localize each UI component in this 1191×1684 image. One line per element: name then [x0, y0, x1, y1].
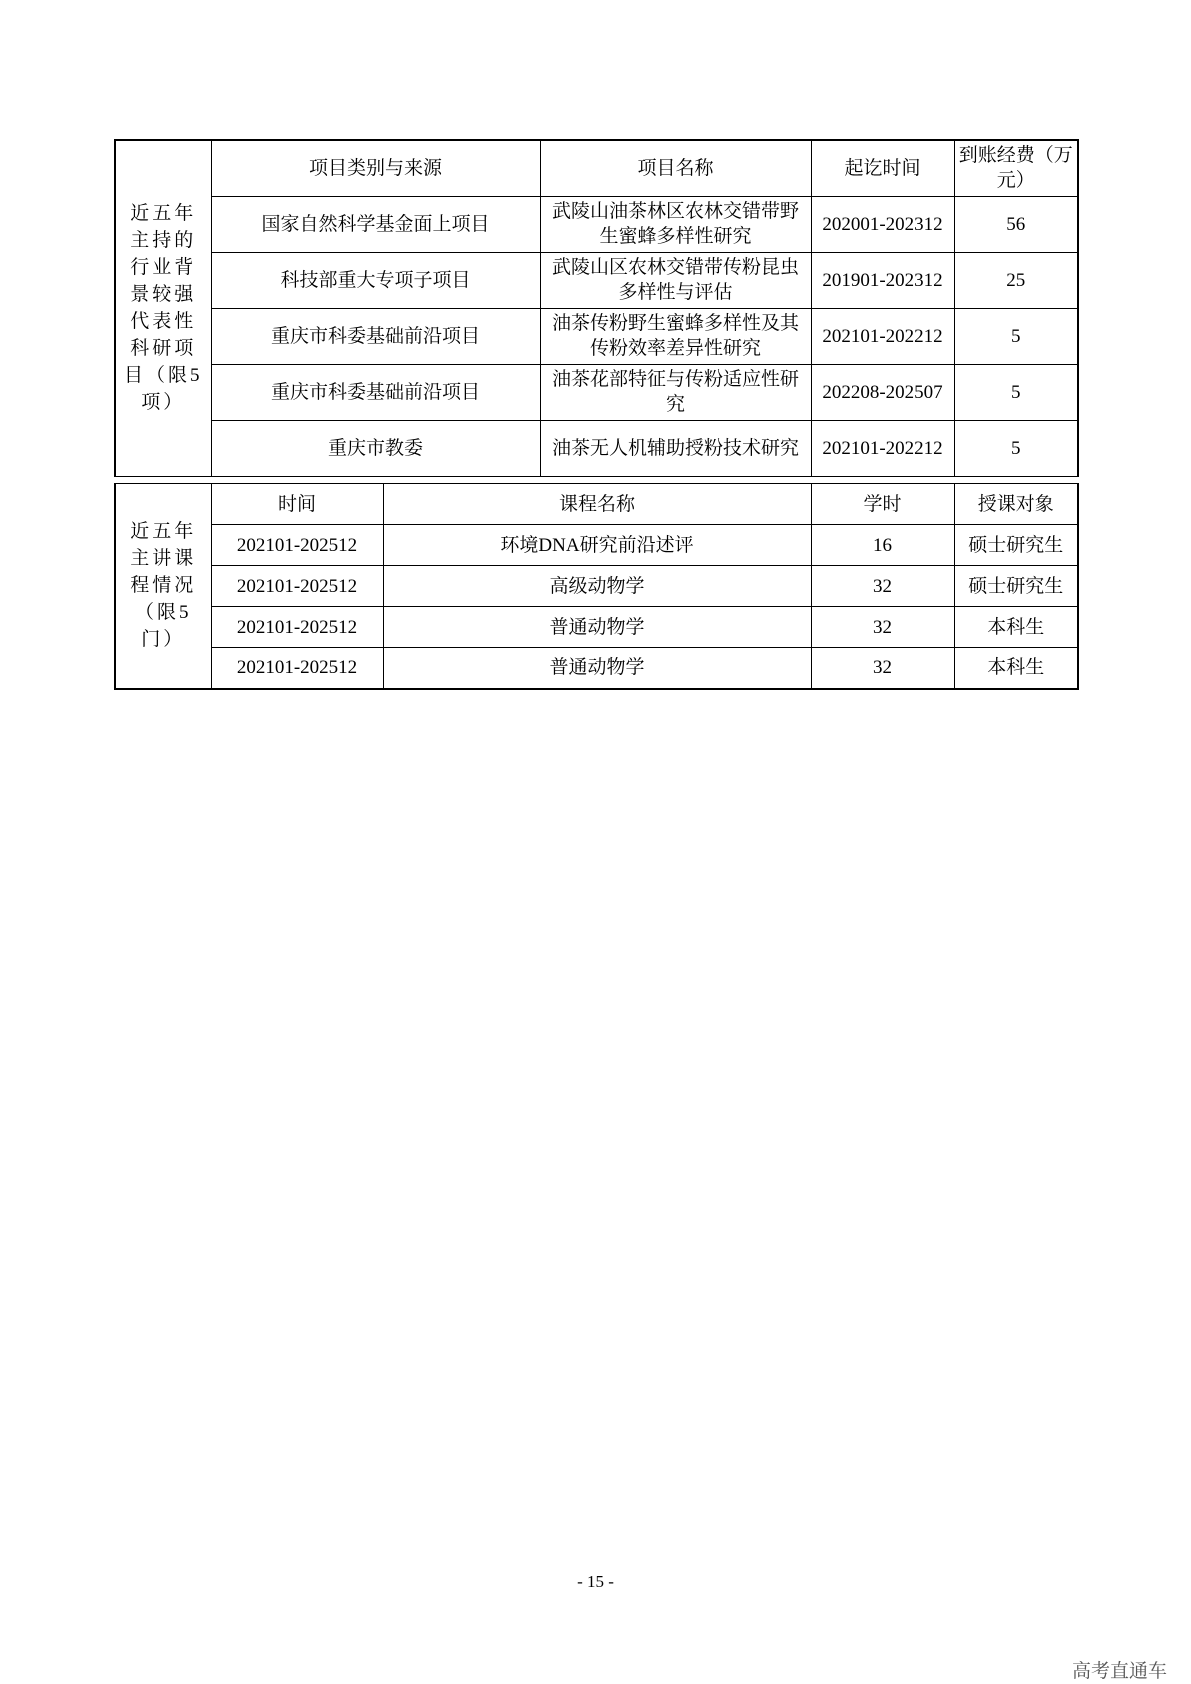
header-course-time: 时间: [211, 484, 383, 525]
course-audience: 硕士研究生: [954, 525, 1078, 566]
project-period: 202101-202212: [811, 420, 954, 476]
project-funding: 25: [954, 252, 1078, 308]
courses-table: [114, 483, 1079, 690]
course-hours: 16: [811, 525, 954, 566]
course-audience: 本科生: [954, 648, 1078, 689]
projects-header-row: [115, 140, 1078, 196]
project-category: 国家自然科学基金面上项目: [211, 196, 540, 252]
header-project-period: 起讫时间: [811, 140, 954, 196]
project-funding: 5: [954, 420, 1078, 476]
project-period: 201901-202312: [811, 252, 954, 308]
page-number: - 15 -: [577, 1572, 614, 1591]
course-time: 202101-202512: [211, 648, 383, 689]
header-project-category: 项目类别与来源: [211, 140, 540, 196]
course-time: 202101-202512: [211, 525, 383, 566]
course-name: 环境DNA研究前沿述评: [383, 525, 811, 566]
project-period: 202001-202312: [811, 196, 954, 252]
course-row: [115, 648, 1078, 689]
project-period: 202208-202507: [811, 364, 954, 420]
project-name: 油茶传粉野生蜜蜂多样性及其传粉效率差异性研究: [540, 308, 811, 364]
project-row: [115, 364, 1078, 420]
project-funding: 56: [954, 196, 1078, 252]
project-row: [115, 196, 1078, 252]
course-row: [115, 525, 1078, 566]
project-name: 油茶无人机辅助授粉技术研究: [540, 420, 811, 476]
project-funding: 5: [954, 308, 1078, 364]
courses-header-row: [115, 484, 1078, 525]
course-time: 202101-202512: [211, 566, 383, 607]
header-course-hours: 学时: [811, 484, 954, 525]
project-category: 重庆市教委: [211, 420, 540, 476]
course-row: [115, 607, 1078, 648]
project-category: 科技部重大专项子项目: [211, 252, 540, 308]
header-course-name: 课程名称: [383, 484, 811, 525]
watermark: 高考直通车: [1071, 1660, 1167, 1682]
course-hours: 32: [811, 607, 954, 648]
project-row: [115, 252, 1078, 308]
course-time: 202101-202512: [211, 607, 383, 648]
course-audience: 本科生: [954, 607, 1078, 648]
project-name: 武陵山区农林交错带传粉昆虫多样性与评估: [540, 252, 811, 308]
course-name: 普通动物学: [383, 648, 811, 689]
projects-section-label: 近五年主持的行业背景较强代表性科研项目（限5项）: [115, 140, 211, 476]
course-hours: 32: [811, 648, 954, 689]
course-name: 普通动物学: [383, 607, 811, 648]
project-name: 油茶花部特征与传粉适应性研究: [540, 364, 811, 420]
project-row: [115, 420, 1078, 476]
project-period: 202101-202212: [811, 308, 954, 364]
header-project-funding: 到账经费（万元）: [954, 140, 1078, 196]
project-category: 重庆市科委基础前沿项目: [211, 308, 540, 364]
course-hours: 32: [811, 566, 954, 607]
research-projects-table: [114, 139, 1079, 477]
project-category: 重庆市科委基础前沿项目: [211, 364, 540, 420]
course-name: 高级动物学: [383, 566, 811, 607]
project-funding: 5: [954, 364, 1078, 420]
course-audience: 硕士研究生: [954, 566, 1078, 607]
course-row: [115, 566, 1078, 607]
header-course-audience: 授课对象: [954, 484, 1078, 525]
project-name: 武陵山油茶林区农林交错带野生蜜蜂多样性研究: [540, 196, 811, 252]
project-row: [115, 308, 1078, 364]
header-project-name: 项目名称: [540, 140, 811, 196]
courses-section-label: 近五年主讲课程情况（限5门）: [115, 484, 211, 689]
